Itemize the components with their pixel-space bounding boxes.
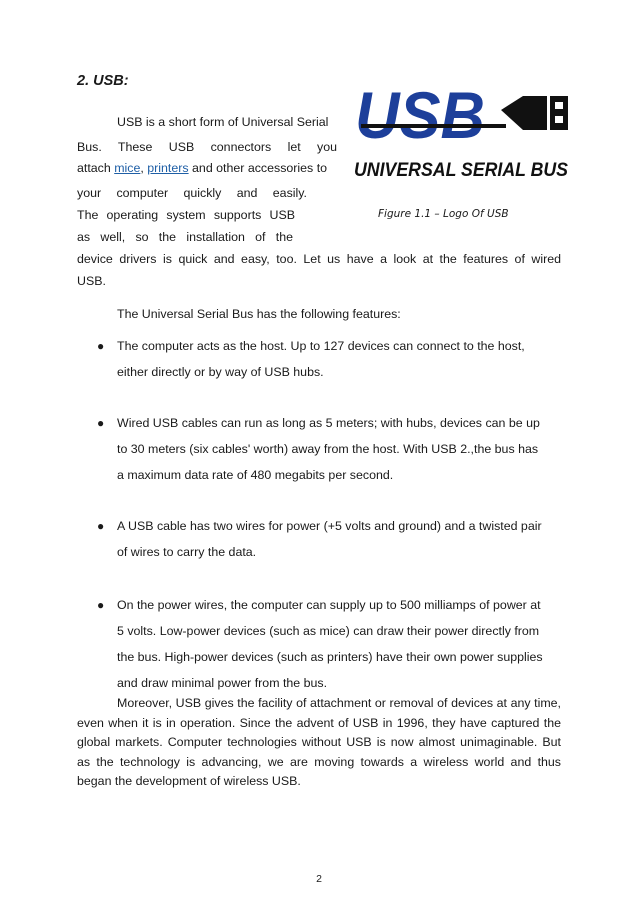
bullet-4-line-1: On the power wires, the computer can supply up to 500 milliamps of power at (117, 598, 541, 612)
intro-line-3 (77, 161, 337, 175)
bullet-3-line-2: of wires to carry the data. (117, 545, 257, 559)
features-intro: The Universal Serial Bus has the following features: (117, 307, 401, 321)
figure-caption: Figure 1.1 – Logo Of USB (378, 208, 509, 220)
bullet-text-3 (117, 513, 561, 565)
bullet-marker: ● (97, 598, 105, 612)
intro-line-6: as well, so the installation of the (77, 230, 293, 244)
usb-logo-subtext: UNIVERSAL SERIAL BUS (354, 160, 569, 180)
bullet-marker: ● (97, 416, 105, 430)
usb-logo-wordmark: USB (355, 82, 485, 152)
page-number: 2 (316, 873, 322, 885)
bullet-text-1 (117, 333, 561, 385)
bullet-4-line-4: and draw minimal power from the bus. (117, 676, 328, 690)
bullet-4-line-3: the bus. High-power devices (such as printers) have their own power supplies (117, 650, 543, 664)
continuation-line-2: USB. (77, 274, 106, 288)
intro-line-3-prefix: attach (77, 161, 115, 175)
usb-plug-tip (550, 96, 568, 130)
bullet-3-line-1: A USB cable has two wires for power (+5 volts and ground) and a twisted pair (117, 519, 542, 533)
section-heading: 2. USB: (77, 73, 129, 89)
intro-line-5: The operating system supports USB (77, 208, 295, 222)
bullet-marker: ● (97, 339, 105, 353)
bullet-2-line-2: to 30 meters (six cables' worth) away from the host. With USB 2.,the bus has (117, 442, 539, 456)
intro-line-1: USB is a short form of Universal Serial (117, 115, 329, 129)
mice-link[interactable]: mice (114, 161, 141, 175)
bullet-2-line-1: Wired USB cables can run as long as 5 meters; with hubs, devices can be up (117, 416, 540, 430)
closing-paragraph: Moreover, USB gives the facility of attachment or removal of devices at any time, even when it is in operation. Since the advent of USB in 1996, they have captured the global markets. Computer technologies without USB is now almost unimaginable. But as the technology is advancing, we are moving towards a wireless world and thus began the development of wireless USB. (77, 696, 561, 788)
usb-logo (351, 82, 572, 180)
bullet-1-line-1: The computer acts as the host. Up to 127 devices can connect to the host, (117, 339, 525, 353)
bullet-marker: ● (97, 519, 105, 533)
bullet-1-line-2: either directly or by way of USB hubs. (117, 365, 324, 379)
intro-line-4: your computer quickly and easily. (77, 186, 307, 200)
intro-line-3-suffix: and other accessories to (188, 161, 328, 175)
continuation-line-1: device drivers is quick and easy, too. Let us have a look at the features of wired (77, 252, 561, 266)
bullet-text-2 (117, 410, 561, 488)
link-separator: , (140, 161, 148, 175)
bullet-2-line-3: a maximum data rate of 480 megabits per second. (117, 468, 394, 482)
bullet-4-line-2: 5 volts. Low-power devices (such as mice) can draw their power directly from (117, 624, 540, 638)
usb-plug-body (501, 96, 547, 130)
bullet-text-4 (117, 592, 561, 696)
intro-line-2: Bus. These USB connectors let you (77, 140, 337, 154)
printers-link[interactable]: printers (147, 161, 189, 175)
